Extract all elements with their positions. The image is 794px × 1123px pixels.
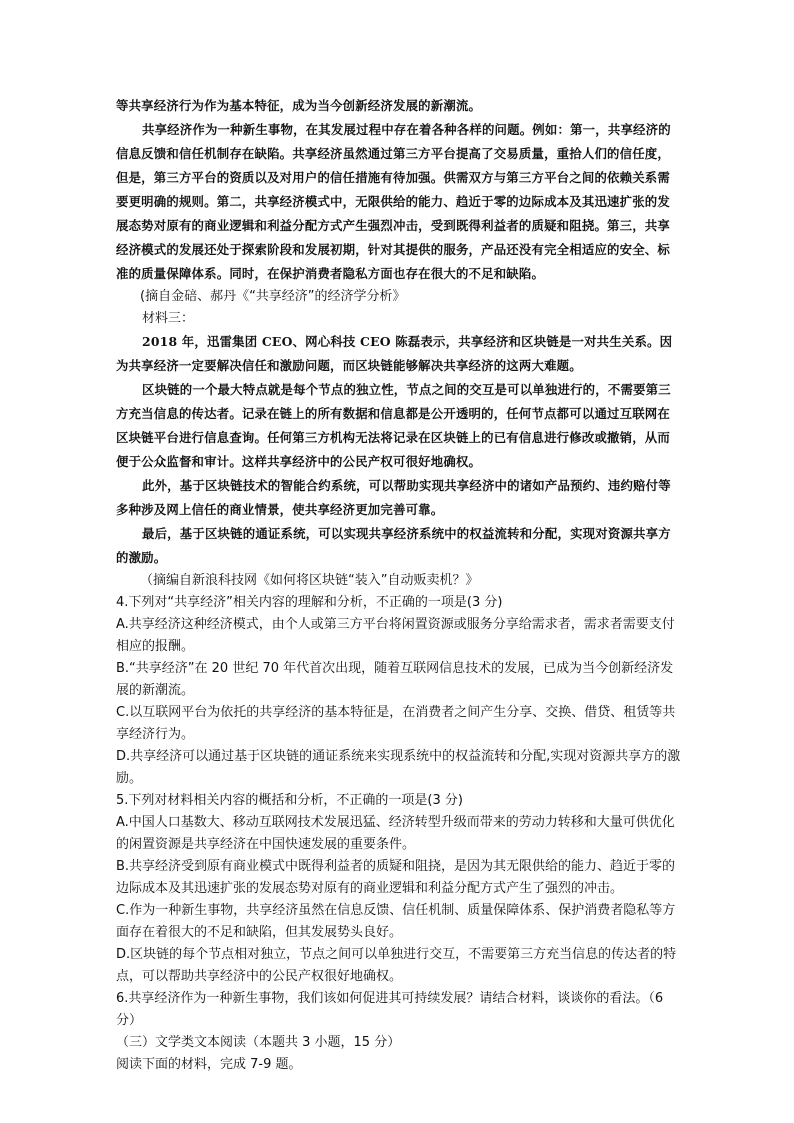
material3-source: （摘编自新浪科技网《如何将区块链“装入”自动贩卖机？》 [140,573,479,588]
material3-paragraph-4: 最后，基于区块链的通证系统，可以实现共享经济系统中的权益流转和分配，实现对资源共享方的激励。 [116,526,671,565]
question-4 [116,592,682,790]
question-4-stem: 4.下列对“共享经济”相关内容的理解和分析，不正确的一项是(3 分) [116,595,503,610]
question-4-option-a: A.共享经济这种经济模式，由个人或第三方平台将闲置资源或服务分享给需求者，需求者需要支付相应的报酬。 [116,617,675,654]
question-6-stem: 6.共享经济作为一种新生事物，我们该如何促进其可持续发展？请结合材料，谈谈你的看法。（6 分） [116,991,664,1028]
question-5 [116,790,682,988]
material2-source: (摘自金碚、郝丹《“共享经济”的经济学分析》 [140,289,406,304]
section-3-instruction: 阅读下面的材料，完成 7-9 题。 [116,1057,302,1072]
question-5-option-c: C.作为一种新生事物，共享经济虽然在信息反馈、信任机制、质量保障体系、保护消费者隐私等方面存在着很大的不足和缺陷，但其发展势头良好。 [116,903,676,940]
question-4-option-d: D.共享经济可以通过基于区块链的通证系统来实现系统中的权益流转和分配,实现对资源共享方的激励。 [116,749,681,786]
question-4-option-b: B.“共享经济”在 20 世纪 70 年代首次出现，随着互联网信息技术的发展，已成为当今创新经济发展的新潮流。 [116,661,674,698]
section-3-title: （三）文学类文本阅读（本题共 3 小题，15 分） [116,1035,401,1050]
material3-title: 材料三： [142,311,195,326]
page-content [116,94,682,1076]
question-4-option-c: C.以互联网平台为依托的共享经济的基本特征是，在消费者之间产生分享、交换、借贷、租赁等共享经济行为。 [116,705,676,742]
material3-paragraph-2: 区块链的一个最大特点就是每个节点的独立性，节点之间的交互是可以单独进行的，不需要第三方充当信息的传达者。记录在链上的所有数据和信息都是公开透明的，任何节点都可以通过互联网在区块链平台进行信息查询。任何第三方机构无法将记录在区块链上的已有信息进行修改或撤销，从而便于公众监督和审计。这样共享经济中的公民产权可很好地确权。 [116,382,671,469]
question-5-option-b: B.共享经济受到原有商业模式中既得利益者的质疑和阻挠，是因为其无限供给的能力、趋近于零的边际成本及其迅速扩张的发展态势对原有的商业逻辑和利益分配方式产生了强烈的冲击。 [116,859,676,896]
question-5-stem: 5.下列对材料相关内容的概括和分析，不正确的一项是(3 分) [116,793,463,808]
material3-paragraph-1: 2018 年，迅雷集团 CEO、网心科技 CEO 陈磊表示，共享经济和区块链是一对共生关系。因为共享经济一定要解决信任和激励问题，而区块链能够解决共享经济的这两大难题。 [116,334,673,373]
material2-closing-sentence: 等共享经济行为作为基本特征，成为当今创新经济发展的新潮流。 [116,98,482,113]
material3-paragraph-3: 此外，基于区块链技术的智能合约系统，可以帮助实现共享经济中的诸如产品预约、违约赔付等多种涉及网上信任的商业情景，使共享经济更加完善可靠。 [116,478,671,517]
question-5-option-a: A.中国人口基数大、移动互联网技术发展迅猛、经济转型升级而带来的劳动力转移和大量可供优化的闲置资源是共享经济在中国快速发展的重要条件。 [116,815,675,852]
question-6 [116,988,682,1032]
question-5-option-d: D.区块链的每个节点相对独立，节点之间可以单独进行交互，不需要第三方充当信息的传达者的特点，可以帮助共享经济中的公民产权很好地确权。 [116,947,677,984]
material2-problems-paragraph: 共享经济作为一种新生事物，在其发展过程中存在着各种各样的问题。例如：第一，共享经济的信息反馈和信任机制存在缺陷。共享经济虽然通过第三方平台提高了交易质量，重拾人们的信任度，但是，第三方平台的资质以及对用户的信任措施有待加强。供需双方与第三方平台之间的依赖关系需要更明确的规则。第二，共享经济模式中，无限供给的能力、趋近于零的边际成本及其迅速扩张的发展态势对原有的商业逻辑和利益分配方式产生强烈冲击，受到既得利益者的质疑和阻挠。第三，共享经济模式的发展还处于探索阶段和发展初期，针对其提供的服务，产品还没有完全相适应的安全、标准的质量保障体系。同时，在保护消费者隐私方面也存在很大的不足和缺陷。 [116,122,671,281]
